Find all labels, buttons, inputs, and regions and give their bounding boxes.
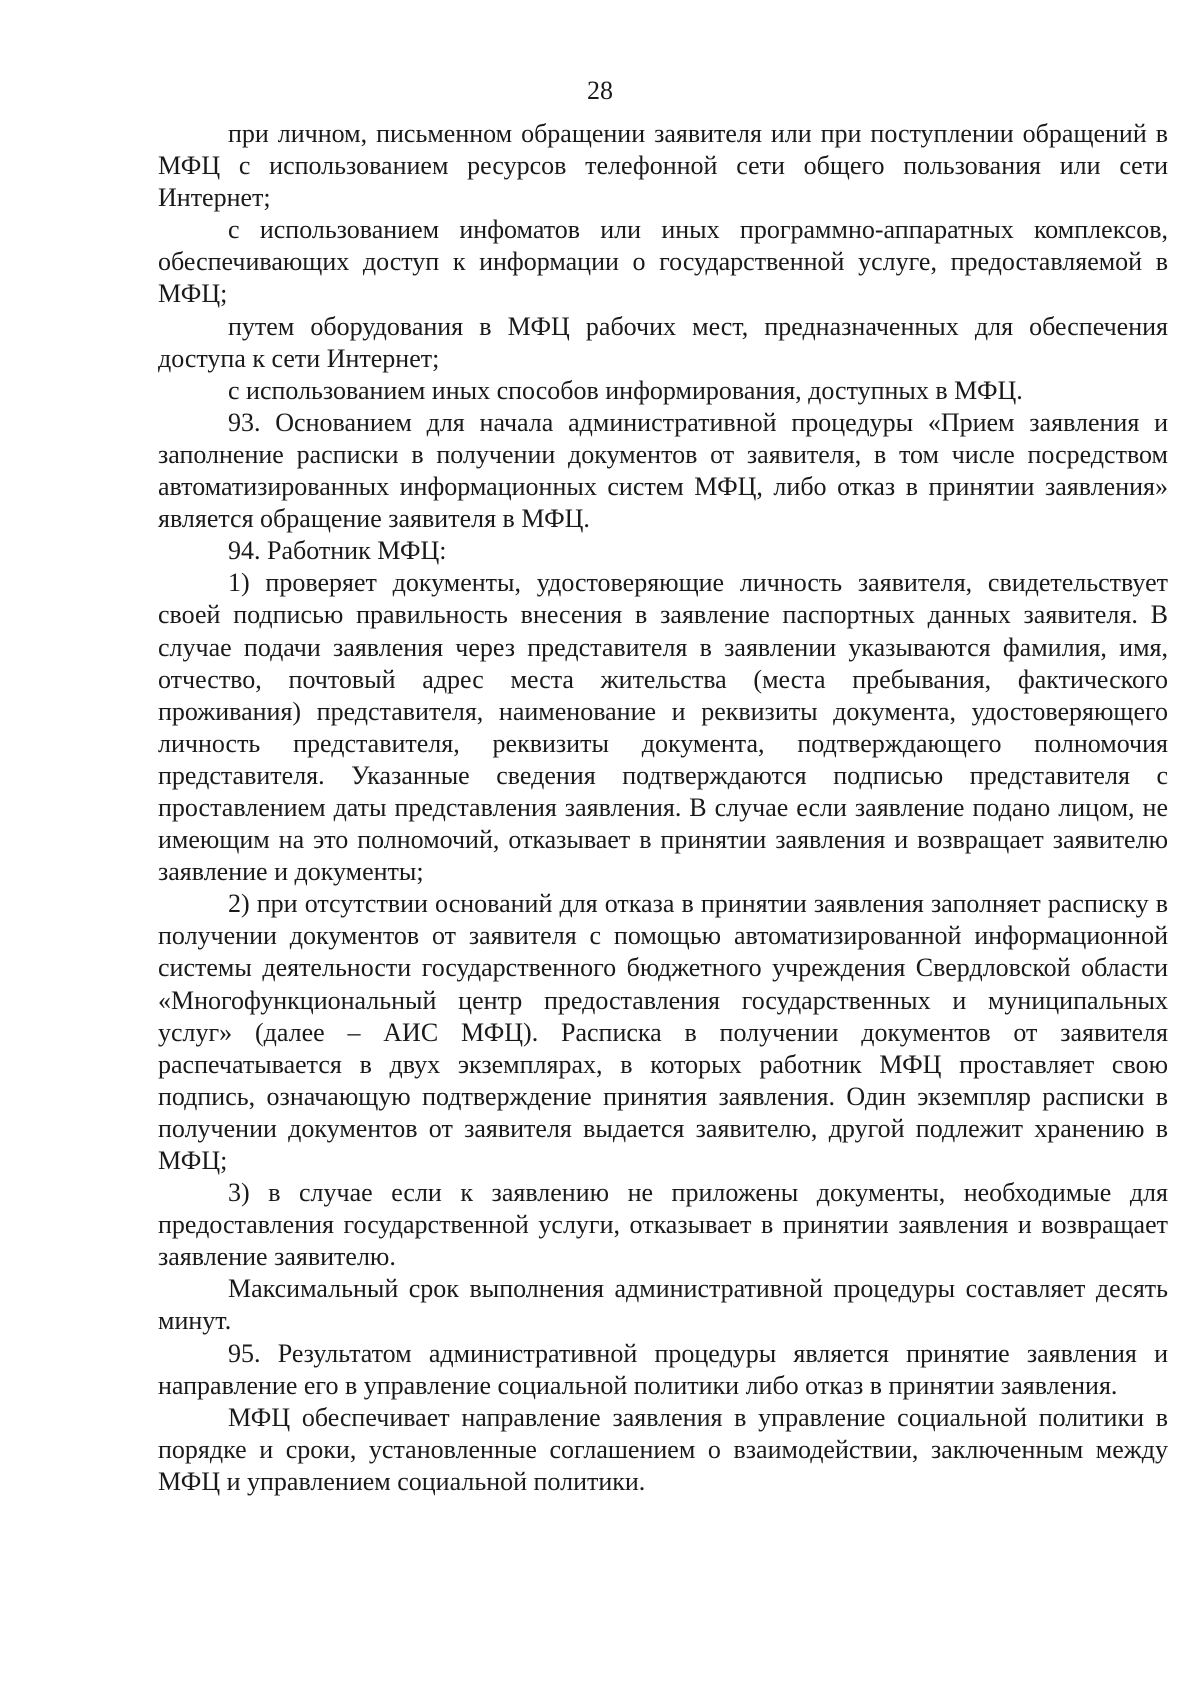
page-number: 28: [587, 76, 613, 105]
paragraph-info-workstations: путем оборудования в МФЦ рабочих мест, предназначенных для обеспечения доступа к сети Интернет;: [158, 311, 1168, 373]
paragraph-93: 93. Основанием для начала административной процедуры «Прием заявления и заполнение расписки в получении документов от заявителя, в том числе посредством автоматизированных информационных систем МФЦ, либо отказ в принятии заявления» является обращение заявителя в МФЦ.: [158, 407, 1168, 534]
paragraph-max-duration: Максимальный срок выполнения административной процедуры составляет десять минут.: [158, 1274, 1168, 1336]
paragraph-94-item-2: 2) при отсутствии оснований для отказа в принятии заявления заполняет расписку в получении документов от заявителя с помощью автоматизированной информационной системы деятельности государственного бюджетного учреждения Свердловской области «Многофункциональный центр предоставления государственных и муниципальных услуг» (далее – АИС МФЦ). Расписка в получении документов от заявителя распечатывается в двух экземплярах, в которых работник МФЦ проставляет свою подпись, означающую подтверждение принятия заявления. Один экземпляр расписки в получении документов от заявителя выдается заявителю, другой подлежит хранению в МФЦ;: [158, 889, 1168, 1175]
paragraph-mfc-forwarding: МФЦ обеспечивает направление заявления в управление социальной политики в порядке и сроки, установленные соглашением о взаимодействии, заключенным между МФЦ и управлением социальной политики.: [158, 1402, 1168, 1496]
paragraph-info-other-methods: с использованием иных способов информирования, доступных в МФЦ.: [228, 375, 1023, 405]
paragraph-94-item-1: 1) проверяет документы, удостоверяющие личность заявителя, свидетельствует своей подписью правильность внесения в заявление паспортных данных заявителя. В случае подачи заявления через представителя в заявлении указываются фамилия, имя, отчество, почтовый адрес места жительства (места пребывания, фактического проживания) представителя, наименование и реквизиты документа, удостоверяющего личность представителя, реквизиты документа, подтверждающего полномочия представителя. Указанные сведения подтверждаются подписью представителя с проставлением даты представления заявления. В случае если заявление подано лицом, не имеющим на это полномочий, отказывает в принятии заявления и возвращает заявителю заявление и документы;: [158, 568, 1168, 887]
paragraph-info-personal-request: при личном, письменном обращении заявителя или при поступлении обращений в МФЦ с использованием ресурсов телефонной сети общего пользования или сети Интернет;: [158, 119, 1168, 213]
paragraph-95: 95. Результатом административной процедуры является принятие заявления и направление его в управление социальной политики либо отказ в принятии заявления.: [158, 1338, 1168, 1400]
paragraph-info-infomats: с использованием инфоматов или иных программно-аппаратных комплексов, обеспечивающих доступ к информации о государственной услуге, предоставляемой в МФЦ;: [158, 215, 1168, 309]
paragraph-94: 94. Работник МФЦ:: [228, 536, 447, 566]
document-body: [158, 118, 1168, 1498]
paragraph-94-item-3: 3) в случае если к заявлению не приложены документы, необходимые для предоставления государственной услуги, отказывает в принятии заявления и возвращает заявление заявителю.: [158, 1178, 1168, 1272]
